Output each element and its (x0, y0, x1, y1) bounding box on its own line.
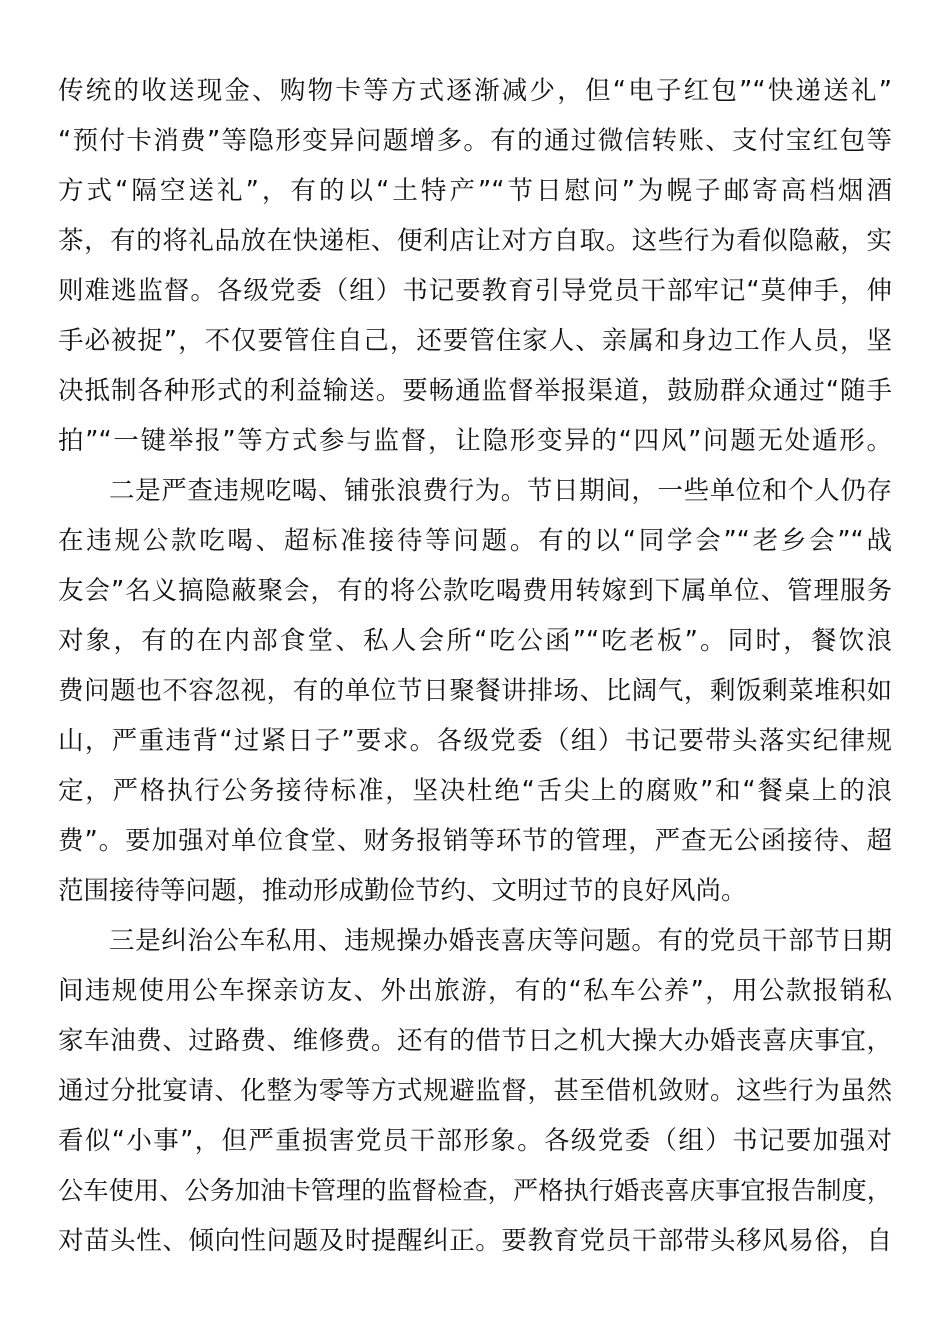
text-line: 费问题也不容忽视，有的单位节日聚餐讲排场、比阔气，剩饭剩菜堆积如 (58, 676, 892, 706)
text-line: 方式“隔空送礼”，有的以“土特产”“节日慰问”为幌子邮寄高档烟酒 (58, 176, 892, 206)
paragraph-end-line: 范围接待等问题，推动形成勤俭节约、文明过节的良好风尚。 (58, 876, 747, 906)
text-line: 拍”“一键举报”等方式参与监督，让隐形变异的“四风”问题无处遁形。 (58, 426, 892, 456)
text-line: 对苗头性、倾向性问题及时提醒纠正。要教育党员干部带头移风易俗，自 (58, 1226, 892, 1256)
text-line: “预付卡消费”等隐形变异问题增多。有的通过微信转账、支付宝红包等 (58, 126, 892, 156)
text-line: 手必被捉”，不仅要管住自己，还要管住家人、亲属和身边工作人员，坚 (58, 326, 892, 356)
text-line: 传统的收送现金、购物卡等方式逐渐减少，但“电子红包”“快递送礼” (58, 76, 892, 106)
text-line: 间违规使用公车探亲访友、外出旅游，有的“私车公养”，用公款报销私 (58, 976, 892, 1006)
text-line: 公车使用、公务加油卡管理的监督检查，严格执行婚丧喜庆事宜报告制度， (58, 1176, 892, 1205)
text-line: 看似“小事”，但严重损害党员干部形象。各级党委（组）书记要加强对 (58, 1126, 892, 1156)
text-line: 则难逃监督。各级党委（组）书记要教育引导党员干部牢记“莫伸手，伸 (58, 276, 892, 306)
text-line: 家车油费、过路费、维修费。还有的借节日之机大操大办婚丧喜庆事宜， (58, 1026, 892, 1056)
text-line: 山，严重违背“过紧日子”要求。各级党委（组）书记要带头落实纪律规 (58, 726, 892, 756)
text-line: 在违规公款吃喝、超标准接待等问题。有的以“同学会”“老乡会”“战 (58, 526, 892, 556)
text-line: 定，严格执行公务接待标准，坚决杜绝“舌尖上的腐败”和“餐桌上的浪 (58, 776, 892, 806)
text-line: 茶，有的将礼品放在快递柜、便利店让对方自取。这些行为看似隐蔽，实 (58, 226, 892, 256)
text-line: 对象，有的在内部食堂、私人会所“吃公函”“吃老板”。同时，餐饮浪 (58, 626, 892, 656)
text-line: 费”。要加强对单位食堂、财务报销等环节的管理，严查无公函接待、超 (58, 826, 892, 856)
text-line: 决抵制各种形式的利益输送。要畅通监督举报渠道，鼓励群众通过“随手 (58, 376, 892, 406)
text-line: 友会”名义搞隐蔽聚会，有的将公款吃喝费用转嫁到下属单位、管理服务 (58, 576, 892, 606)
paragraph-start-line: 二是严查违规吃喝、铺张浪费行为。节日期间，一些单位和个人仍存 (109, 476, 892, 506)
paragraph-start-line: 三是纠治公车私用、违规操办婚丧喜庆等问题。有的党员干部节日期 (109, 926, 892, 956)
document-body (58, 66, 892, 1266)
text-line: 通过分批宴请、化整为零等方式规避监督，甚至借机敛财。这些行为虽然 (58, 1076, 892, 1106)
